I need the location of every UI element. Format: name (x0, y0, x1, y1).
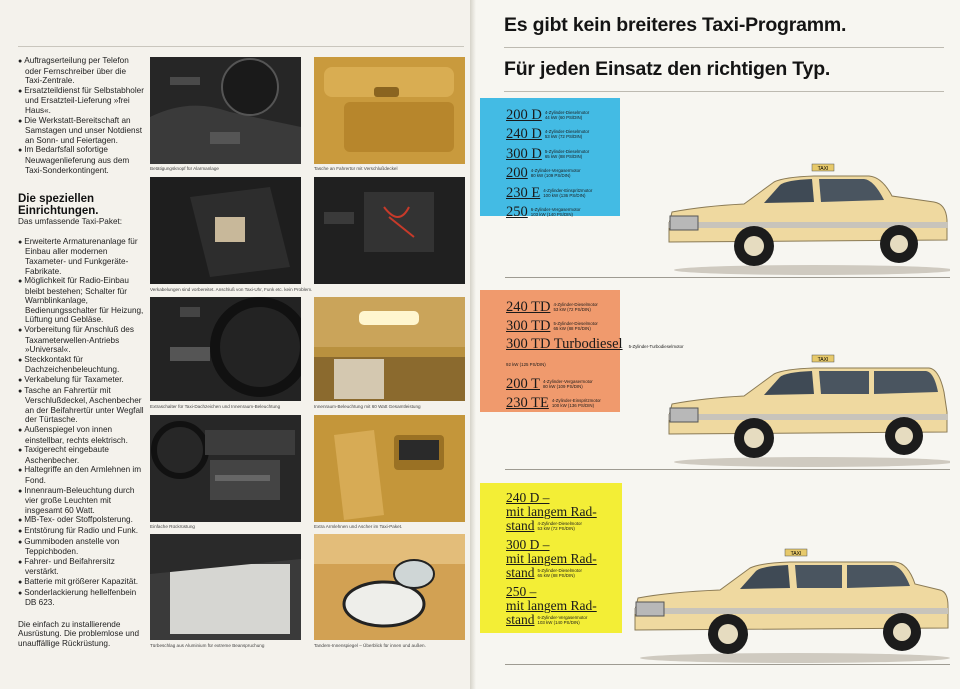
model-spec: 5-Zylinder-Dieselmotor 65 kW (88 PS/DIN) (544, 148, 590, 159)
long-model-entry (506, 538, 618, 580)
photo-alarm-button (150, 57, 301, 164)
sedan-taxi-sign: TAXI (817, 166, 829, 172)
bullet-item: ● Taxigerecht eingebaute Aschenbecher. (18, 445, 144, 465)
taxi-sedan-image (664, 162, 950, 278)
model-row (506, 182, 616, 201)
long-model-line: mit langem Rad- (506, 504, 597, 519)
caption-3: Verkabelungen sind vorbereitet. Anschluß von Taxi-Uhr, Funk etc. kein Problem. (150, 287, 313, 292)
long-model-last (506, 566, 618, 580)
model-name: 300 D (506, 145, 542, 162)
model-spec: 4-Zylinder-Vergasermotor 80 kW (109 PS/DIN) (542, 378, 593, 389)
bullet-item: ● Im Bedarfsfall sofortige Neuwagenlieferung aus dem Taxi-Sonderkontingent. (18, 145, 144, 175)
model-name: 230 E (506, 184, 541, 201)
model-spec: 4-Zylinder-Dieselmotor 53 kW (72 PS/DIN) (544, 129, 590, 139)
long-model-entry (506, 491, 618, 533)
model-name: 240 TD (506, 298, 551, 315)
bullet-item: ● Innenraum-Beleuchtung durch vier große Leuchten mit insgesamt 60 Watt. (18, 486, 144, 516)
bullet-item: ● Auftragserteilung per Telefon oder Fernschreiber über die Taxi-Zentrale. (18, 56, 144, 86)
left-text-column (18, 56, 144, 648)
sedan-model-list (506, 104, 616, 220)
long-model-line: 300 D – (506, 537, 550, 552)
left-top-rule (18, 46, 464, 47)
headline-rule-1 (504, 47, 944, 48)
caption-5: Innenraum-Beleuchtung mit 60 Watt Gesamtleistung (314, 404, 421, 409)
long-model-line: 240 D – (506, 490, 550, 505)
bullet-item: ● Möglichkeit für Radio-Einbau bleibt bestehen; Schalter für Warnblinkanlage, Bedienungsschalter für Heizung, Lüftung und Gebläse. (18, 276, 144, 325)
taxi-long-image (630, 544, 950, 666)
model-name: 230 TE (506, 395, 549, 411)
bullet-item: ● Steckkontakt für Dachzeichenbeleuchtung. (18, 355, 144, 375)
model-row (506, 316, 616, 335)
model-name: 300 TD (506, 318, 551, 334)
model-name: 240 D (506, 126, 542, 142)
bullet-item: ● Entstörung für Radio und Funk. (18, 526, 144, 537)
model-row (506, 104, 616, 123)
long-model-line: stand (506, 565, 535, 580)
wagon-models-box (480, 290, 684, 412)
sedan-models-box (480, 98, 620, 220)
model-row (506, 373, 616, 392)
bullet-item: ● Ersatzteildienst für Selbstabholer und Ersatzteil-Lieferung »frei Haus«. (18, 86, 144, 116)
outro-text: Die einfach zu installierende Ausrüstung. Die problemlose und unauffällige Rückrüstung. (18, 619, 140, 648)
model-spec: 4-Zylinder-Dieselmotor 44 kW (60 PS/DIN) (544, 109, 590, 120)
long-models-box (480, 483, 622, 633)
long-model-line: stand (506, 612, 535, 627)
model-row (506, 335, 684, 371)
model-row (506, 202, 616, 221)
wagon-model-list (506, 296, 684, 411)
long-model-line: mit langem Rad- (506, 598, 597, 613)
model-spec: 5-Zylinder-Dieselmotor 65 kW (88 PS/DIN) (553, 321, 598, 331)
caption-2: Tasche an Fahrertür mit Verschlußdeckel (314, 166, 398, 171)
wagon-taxi-sign: TAXI (817, 357, 829, 363)
model-spec: 5-Zylinder-Dieselmotor 65 kW (88 PS/DIN) (537, 568, 582, 578)
long-model-line: 250 – (506, 584, 537, 599)
model-spec: 6-Zylinder-Vergasermotor 103 kW (140 PS/DIN) (530, 207, 581, 217)
bullet-item: ● Gummiboden anstelle von Teppichboden. (18, 537, 144, 557)
photo-wiring-open (314, 177, 465, 284)
sedan-ground-rule (505, 277, 950, 278)
model-row (506, 393, 616, 412)
bullet-item: ● Verkabelung für Taxameter. (18, 375, 144, 386)
caption-7: Extra Armlehnen und Ascher im Taxi-Paket. (314, 524, 403, 529)
model-name: 200 D (506, 106, 542, 123)
caption-8: Türbeschlag aus Aluminium für extreme Beanspruchung (150, 643, 265, 648)
model-name: 200 T (506, 375, 540, 392)
long-ground-rule (505, 664, 950, 665)
bullet-item: ● Vorbereitung für Anschluß des Taxameterwellen-Antriebs »Universal«. (18, 325, 144, 355)
long-model-last (506, 613, 618, 627)
bullet-item: ● Batterie mit größerer Kapazität. (18, 577, 144, 588)
caption-4: Extraschalter für Taxi-Dachzeichen und Innenraum-Beleuchtung (150, 404, 281, 409)
section-subtitle: Das umfassende Taxi-Paket: (18, 217, 123, 227)
model-name: 300 TD Turbodiesel (506, 336, 623, 352)
photo-door-pocket (314, 57, 465, 164)
model-spec: 5-Zylinder-Turbodieselmotor 92 kW (125 PS/DIN) (506, 344, 684, 367)
model-row (506, 296, 616, 315)
headline-rule-2 (504, 91, 944, 92)
bullet-item: ● Sonderlackierung hellelfenbein DB 623. (18, 588, 144, 608)
model-name: 200 (506, 165, 528, 181)
photo-extra-switches (150, 297, 301, 401)
bullet-item: ● Haltegriffe an den Armlehnen im Fond. (18, 465, 144, 485)
model-spec: 4-Zylinder-Dieselmotor 53 kW (72 PS/DIN) (537, 521, 582, 531)
photo-armrest (314, 415, 465, 522)
photo-interior-light (314, 297, 465, 401)
page-fold (470, 0, 476, 689)
model-spec: 4-Zylinder-Einspritzmotor 100 kW (136 PS/DIN) (551, 398, 601, 408)
photo-door-fitting (150, 534, 301, 640)
caption-1: Betätigungsknopf für Alarmanlage (150, 166, 219, 171)
long-taxi-sign: TAXI (790, 551, 802, 557)
model-spec: 4-Zylinder-Einspritzmotor 100 kW (136 PS/DIN) (543, 187, 593, 198)
bullet-item: ● Die Werkstatt-Bereitschaft an Samstagen und unser Notdienst an Sonn- und Feiertagen. (18, 116, 144, 146)
bullet-item: ● Tasche an Fahrertür mit Verschlußdeckel, Aschenbecher an der Beifahrertür unter Wegfall der Türtasche. (18, 386, 144, 425)
wagon-ground-rule (505, 469, 950, 470)
model-spec: 4-Zylinder-Dieselmotor 53 kW (72 PS/DIN) (553, 301, 598, 312)
long-model-line: stand (506, 518, 535, 533)
bullet-item: ● Außenspiegel von innen einstellbar, rechts elektrisch. (18, 425, 144, 445)
model-row (506, 143, 616, 162)
caption-6: Einfache Rückrüstung (150, 524, 195, 529)
model-spec: 4-Zylinder-Vergasermotor 80 kW (109 PS/DIN) (530, 168, 581, 178)
section-title: Die speziellen Einrichtungen. (18, 193, 99, 218)
model-row (506, 124, 616, 143)
headline-1: Es gibt kein breiteres Taxi-Programm. (504, 14, 847, 36)
bullet-item: ● Fahrer- und Beifahrersitz verstärkt. (18, 557, 144, 577)
photo-tandem-mirror (314, 534, 465, 640)
photo-wiring-dash (150, 177, 301, 284)
caption-9: Tandem-Innenspiegel – Überblick für innen und außen. (314, 643, 426, 648)
model-name: 250 (506, 204, 528, 220)
taxi-wagon-image (664, 352, 950, 470)
model-spec: 6-Zylinder-Vergasermotor 103 kW (140 PS/DIN) (537, 615, 588, 625)
long-model-list (506, 491, 618, 627)
long-model-last (506, 519, 618, 533)
model-row (506, 163, 616, 182)
intro-bullet-list (18, 56, 144, 175)
long-model-line: mit langem Rad- (506, 551, 597, 566)
long-model-entry (506, 585, 618, 627)
bullet-item: ● Erweiterte Armaturenanlage für Einbau aller modernen Taxameter- und Funkgeräte-Fabrikate. (18, 237, 144, 276)
headline-2: Für jeden Einsatz den richtigen Typ. (504, 58, 831, 80)
equipment-bullet-list (18, 237, 144, 608)
photo-console (150, 415, 301, 522)
bullet-item: ● MB-Tex- oder Stoffpolsterung. (18, 515, 144, 526)
